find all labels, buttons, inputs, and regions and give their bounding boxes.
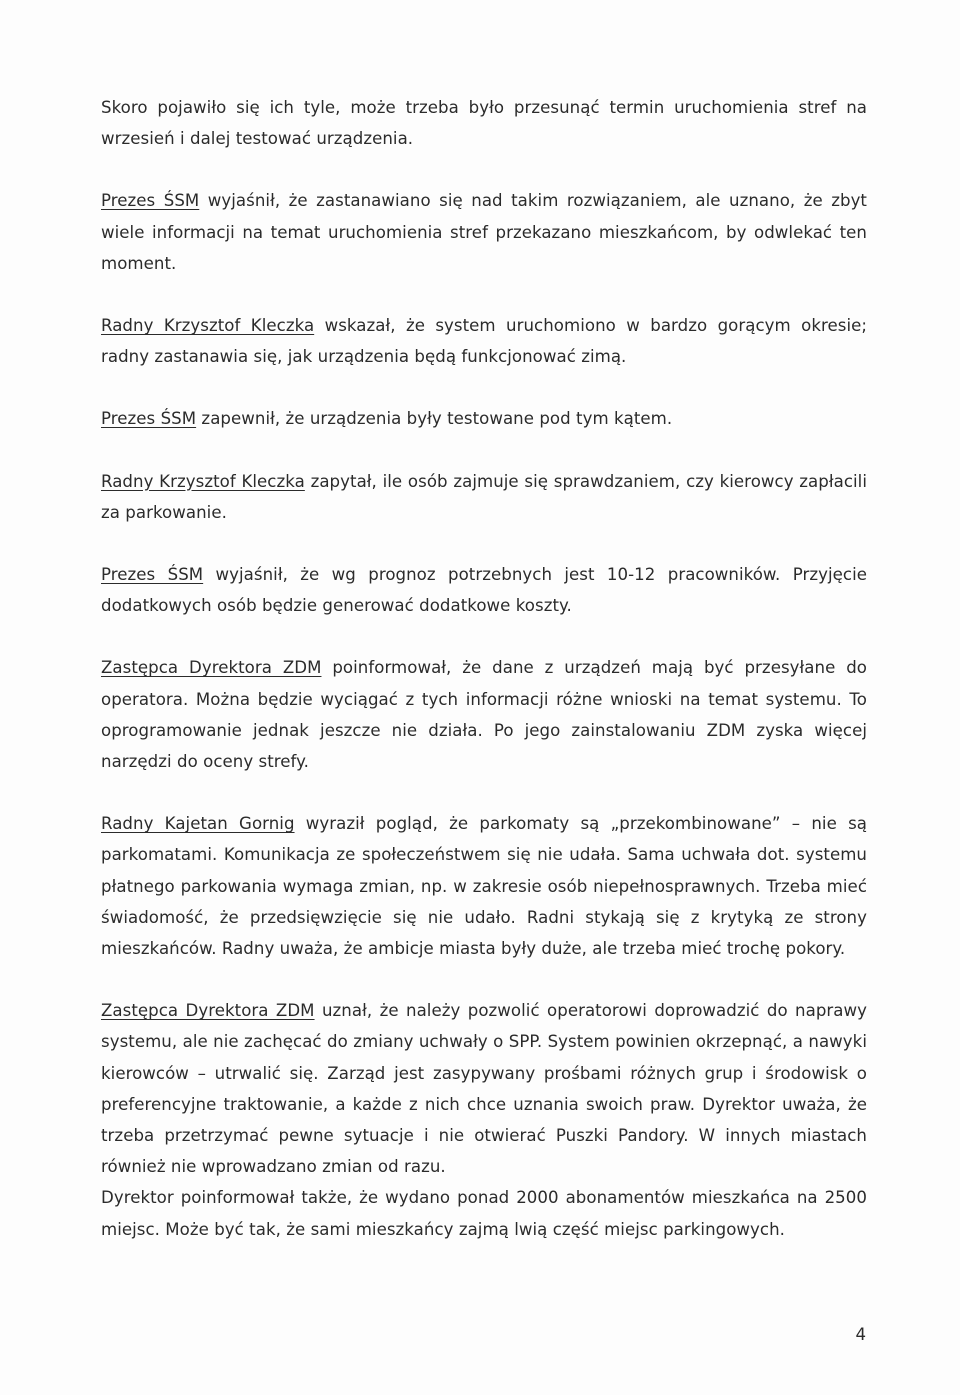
paragraph-9 [101, 995, 867, 1182]
paragraph-3 [101, 310, 867, 372]
paragraph-2-text: wyjaśnił, że zastanawiano się nad takim rozwiązaniem, ale uznano, że zbyt wiele informacji na temat uruchomienia stref przekazano mieszkańcom, by odwlekać ten moment. [101, 191, 867, 273]
paragraph-4-text: zapewnił, że urządzenia były testowane pod tym kątem. [196, 409, 673, 429]
speaker-name: Prezes ŚSM [101, 565, 204, 585]
paragraph-2 [101, 185, 867, 279]
paragraph-6 [101, 559, 867, 621]
paragraph-10 [101, 1182, 867, 1244]
paragraph-10-text: Dyrektor poinformował także, że wydano ponad 2000 abonamentów mieszkańca na 2500 miejsc. Może być tak, że sami mieszkańcy zajmą lwią część miejsc parkingowych. [101, 1188, 867, 1239]
paragraph-4 [101, 403, 867, 434]
paragraph-8 [101, 808, 867, 964]
speaker-name: Prezes ŚSM [101, 191, 200, 211]
speaker-name: Zastępca Dyrektora ZDM [101, 1001, 315, 1021]
paragraph-6-text: wyjaśnił, że wg prognoz potrzebnych jest 10-12 pracowników. Przyjęcie dodatkowych osób będzie generować dodatkowe koszty. [101, 565, 867, 616]
paragraph-7 [101, 652, 867, 777]
paragraph-5-text: zapytał, ile osób zajmuje się sprawdzaniem, czy kierowcy zapłacili za parkowanie. [101, 471, 867, 522]
speaker-name: Radny Krzysztof Kleczka [101, 316, 315, 336]
paragraph-1 [101, 92, 867, 154]
speaker-name: Zastępca Dyrektora ZDM [101, 658, 322, 678]
speaker-name: Radny Kajetan Gornig [101, 814, 295, 834]
speaker-name: Radny Krzysztof Kleczka [101, 471, 305, 491]
paragraph-1-text: Skoro pojawiło się ich tyle, może trzeba było przesunąć termin uruchomienia stref na wrzesień i dalej testować urządzenia. [101, 98, 867, 149]
paragraph-5 [101, 466, 867, 528]
document-body [101, 92, 867, 1245]
paragraph-7-text: poinformował, że dane z urządzeń mają być przesyłane do operatora. Można będzie wyciągać z tych informacji różne wnioski na temat systemu. To oprogramowanie jednak jeszcze nie działa. Po jego zainstalowaniu ZDM zyska więcej narzędzi do oceny strefy. [101, 658, 867, 772]
paragraph-8-text: wyraził pogląd, że parkomaty są „przekombinowane” – nie są parkomatami. Komunikacja ze społeczeństwem się nie udała. Sama uchwała dot. systemu płatnego parkowania wymaga zmian, np. w zakresie osób niepełnosprawnych. Trzeba mieć świadomość, że przedsięwzięcie się nie udało. Radni stykają się z krytyką ze strony mieszkańców. Radny uważa, że ambicje miasta były duże, ale trzeba mieć trochę pokory. [101, 814, 867, 959]
speaker-name: Prezes ŚSM [101, 409, 197, 429]
paragraph-9-text: uznał, że należy pozwolić operatorowi doprowadzić do naprawy systemu, ale nie zachęcać do zmiany uchwały o SPP. System powinien okrzepnąć, a nawyki kierowców – utrwalić się. Zarząd jest zasypywany prośbami różnych grup i środowisk o preferencyjne traktowanie, a każde z nich chce uznania swoich praw. Dyrektor uważa, że trzeba przetrzymać pewne sytuacje i nie otwierać Puszki Pandory. W innych miastach również nie wprowadzano zmian od razu. [101, 1001, 868, 1177]
page-number: 4 [855, 1325, 866, 1344]
paragraph-3-text: wskazał, że system uruchomiono w bardzo gorącym okresie; radny zastanawia się, jak urządzenia będą funkcjonować zimą. [101, 316, 867, 367]
